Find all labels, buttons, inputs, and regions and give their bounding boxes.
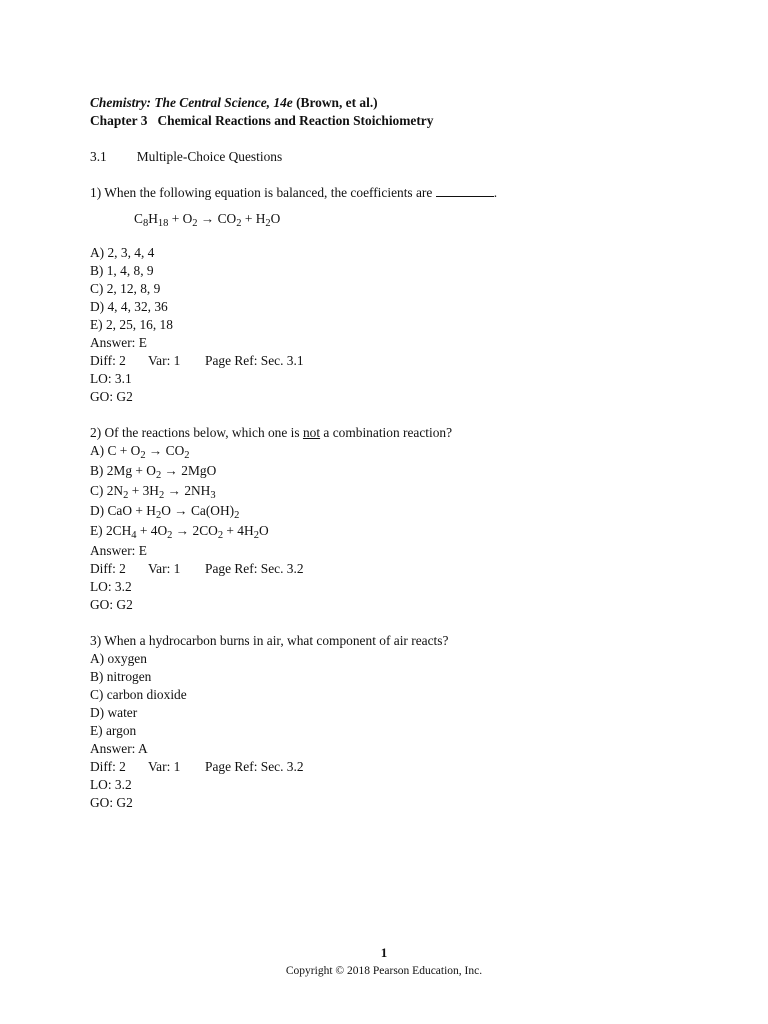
question-2-option-b: B) $2Mg + O_2 \to 2MgO$ [90,463,217,481]
book-title-line [90,94,690,112]
question-1-stem: 1) When the following equation is balanced, the coefficients are . [90,185,498,200]
question-1-var: Var: 1 [148,353,181,368]
question-2-diff: Diff: 2 [90,561,126,576]
question-1-option-a: A) 2, 3, 4, 4 [90,245,155,260]
question-2-option-c: C) $2N_2 + 3H_2 \to 2NH_3$ [90,483,216,501]
question-3-stem: 3) When a hydrocarbon burns in air, what component of air reacts? [90,633,449,648]
question-1-option-c: C) 2, 12, 8, 9 [90,281,161,296]
question-1-option-b: B) 1, 4, 8, 9 [90,263,154,278]
question-1-diff: Diff: 2 [90,353,126,368]
question-3-pageref: Page Ref: Sec. 3.2 [205,759,304,774]
book-authors: (Brown, et al.) [292,95,378,110]
page-number: 1 [380,945,388,960]
question-3-meta [90,758,690,776]
question-2-option-d: D) CaO + $H_2O \to Ca(OH)_2$ [90,503,240,521]
emphasis-not: not [302,425,321,440]
question-2-lo: LO: 3.2 [90,579,132,594]
question-1-option-e: E) 2, 25, 16, 18 [90,317,173,332]
question-2-meta [90,560,690,578]
question-2-go: GO: G2 [90,597,133,612]
chapter-title: Chemical Reactions and Reaction Stoichiometry [157,113,434,128]
question-2-option-a: A) $C + O_2 \to CO_2$ [90,443,190,461]
question-3-option-a: A) oxygen [90,651,147,666]
question-1-option-d: D) 4, 4, 32, 36 [90,299,168,314]
page-content [90,94,690,812]
question-1-meta [90,352,690,370]
question-3-option-e: E) argon [90,723,137,738]
question-2-stem: 2) Of the reactions below, which one is not a combination reaction? [90,425,453,440]
section-title: Multiple-Choice Questions [136,149,283,164]
question-2-option-e: E) $2CH_4 + 4O_2 \to 2CO_2 + 4H_2O$ [90,523,269,541]
question-3-answer: Answer: A [90,741,148,756]
question-3-lo: LO: 3.2 [90,777,132,792]
question-2-answer: Answer: E [90,543,147,558]
question-1-pageref: Page Ref: Sec. 3.1 [205,353,304,368]
question-1-go: GO: G2 [90,389,133,404]
section-number: 3.1 [90,149,107,164]
chapter-title-line [90,112,690,130]
question-1-equation: $C_8H_{18} + O_2 \to CO_2 + H_2O$ [134,211,281,229]
section-heading [90,148,690,166]
question-3-go: GO: G2 [90,795,133,810]
book-title: Chemistry: The Central Science, 14e [90,95,293,110]
chapter-label: Chapter 3 [90,113,148,128]
question-3-var: Var: 1 [148,759,181,774]
question-1-answer: Answer: E [90,335,147,350]
copyright-notice: Copyright © 2018 Pearson Education, Inc. [285,965,483,977]
answer-blank [436,184,494,197]
question-3-option-c: C) carbon dioxide [90,687,187,702]
question-3-diff: Diff: 2 [90,759,126,774]
question-3-option-b: B) nitrogen [90,669,152,684]
question-2-var: Var: 1 [148,561,181,576]
question-2-pageref: Page Ref: Sec. 3.2 [205,561,304,576]
question-1-lo: LO: 3.1 [90,371,132,386]
question-3-option-d: D) water [90,705,138,720]
